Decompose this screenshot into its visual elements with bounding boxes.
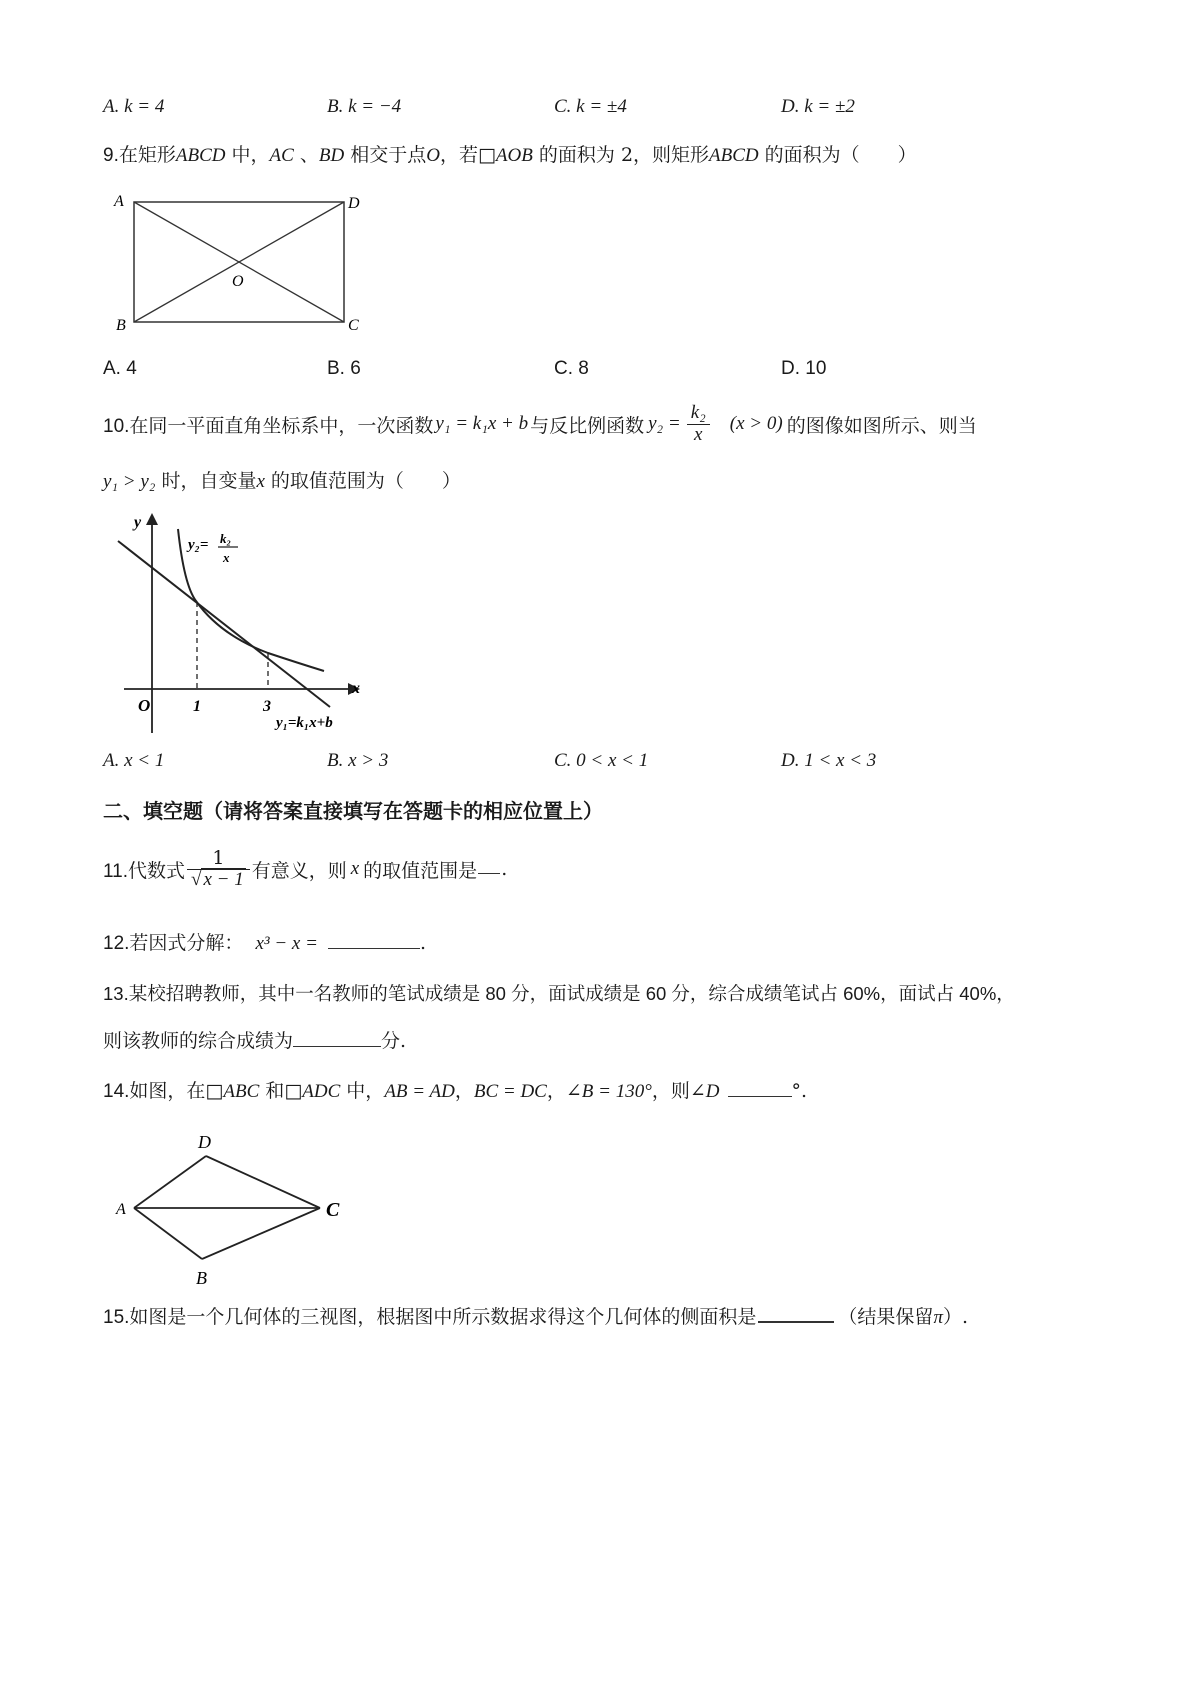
q14-abc: ABC bbox=[223, 1081, 260, 1102]
q10-option-a: A. x < 1 bbox=[103, 750, 165, 771]
q14-condition-2: BC = DC bbox=[473, 1081, 547, 1102]
q10-option-d: D. 1 < x < 3 bbox=[781, 750, 877, 771]
q15-text: 15.如图是一个几何体的三视图，根据图中所示数据求得这个几何体的侧面积是 bbox=[103, 1307, 757, 1328]
q10-text: 时，自变量 bbox=[155, 470, 257, 492]
q10-stem-line1 bbox=[103, 396, 977, 452]
q14-text: ， bbox=[454, 1080, 474, 1102]
q9-label-c: C bbox=[348, 317, 359, 334]
q10-y2-label: y₂= bbox=[188, 537, 209, 553]
q12-text: 12.若因式分解： bbox=[103, 933, 244, 954]
q10-stem-line2 bbox=[103, 466, 461, 493]
q11-radicand: x − 1 bbox=[203, 868, 244, 890]
q15-stem bbox=[103, 1302, 968, 1329]
q9-label-a: A bbox=[114, 193, 124, 210]
q9-text: 9.在矩形 bbox=[103, 145, 176, 166]
q9-bd: BD bbox=[318, 145, 345, 166]
q9-o: O bbox=[426, 145, 440, 166]
q8-option-c: C. k = ±4 bbox=[554, 96, 627, 117]
q9-text: 的面积为 2，则矩形 bbox=[532, 144, 710, 166]
q9-label-b: B bbox=[116, 317, 126, 334]
q9-rectangle-figure bbox=[108, 188, 368, 338]
q10-frac-num: k₂ bbox=[687, 403, 710, 425]
q10-y-axis-label: y bbox=[134, 514, 142, 531]
q14-adc: ADC bbox=[302, 1081, 341, 1102]
q9-option-c: C. 8 bbox=[554, 358, 589, 379]
q11-frac-num: 1 bbox=[187, 848, 250, 870]
q10-x-axis-label: x bbox=[352, 680, 360, 697]
q12-expression: x³ − x = bbox=[255, 933, 318, 954]
q8-option-d: D. k = ±2 bbox=[781, 96, 855, 117]
q14-triangle-glyph: □ bbox=[205, 1080, 224, 1102]
q14-text: 中， bbox=[340, 1080, 385, 1102]
q14-condition-1: AB = AD bbox=[384, 1081, 455, 1102]
q13-line1: 13.某校招聘教师，其中一名教师的笔试成绩是 80 分，面试成绩是 60 分，综合成绩笔试占 60%，面试占 40%， bbox=[103, 983, 1015, 1004]
q8-option-b: B. k = −4 bbox=[327, 96, 402, 117]
q11-answer-blank[interactable] bbox=[478, 872, 500, 874]
q14-stem bbox=[103, 1076, 807, 1103]
q9-option-a: A. 4 bbox=[103, 358, 137, 379]
section2-heading: 二、填空题（请将答案直接填写在答题卡的相应位置上） bbox=[103, 801, 603, 823]
q14-text: °. bbox=[791, 1080, 808, 1102]
q10-linear-function: y₁ = k₁x + b bbox=[435, 413, 529, 434]
q14-label-d: D bbox=[198, 1132, 211, 1152]
q10-y1-label: y₁=k₁x+b bbox=[276, 715, 333, 731]
q10-y2-num: k₂ bbox=[220, 531, 232, 546]
q9-option-b: B. 6 bbox=[327, 358, 361, 379]
q15-text: ）. bbox=[942, 1306, 969, 1328]
q15-answer-blank[interactable] bbox=[758, 1320, 834, 1323]
q10-function-graph bbox=[108, 505, 378, 740]
q10-text: 与反比例函数 bbox=[530, 414, 645, 437]
q9-abcd: ABCD bbox=[709, 145, 759, 166]
q10-y2-den: x bbox=[223, 550, 230, 565]
q8-option-a: A. k = 4 bbox=[103, 96, 165, 117]
q15-text: （结果保留 bbox=[838, 1306, 934, 1328]
q14-condition-3: ∠B = 130° bbox=[565, 1081, 652, 1102]
q9-ac: AC bbox=[269, 145, 294, 166]
q10-y2-lhs: y₂ = bbox=[648, 413, 681, 434]
q10-text: 的图像如图所示、则当 bbox=[786, 414, 977, 437]
q14-triangle-glyph: □ bbox=[284, 1080, 303, 1102]
q10-x: x bbox=[256, 471, 265, 492]
q9-triangle-glyph: □ bbox=[477, 144, 496, 166]
q11-stem bbox=[103, 842, 507, 896]
q9-text: 相交于点 bbox=[344, 144, 427, 166]
q9-text: 、 bbox=[293, 144, 319, 166]
q9-label-d: D bbox=[348, 195, 360, 212]
q15-pi: π bbox=[933, 1307, 943, 1328]
q11-text: 11.代数式 bbox=[103, 860, 186, 882]
q14-text: ，则 bbox=[651, 1080, 690, 1102]
q9-text: 中， bbox=[225, 144, 270, 166]
q14-label-b: B bbox=[196, 1268, 207, 1288]
q12-answer-blank[interactable] bbox=[328, 947, 420, 949]
q10-option-c: C. 0 < x < 1 bbox=[554, 750, 649, 771]
q11-fraction bbox=[187, 848, 250, 891]
q9-text: ，若 bbox=[439, 144, 478, 166]
q10-inequality: y₁ > y₂ bbox=[103, 471, 156, 492]
q14-answer-blank[interactable] bbox=[728, 1095, 792, 1097]
q9-aob: AOB bbox=[495, 145, 533, 166]
q9-abcd: ABCD bbox=[175, 145, 226, 166]
q12-stem bbox=[103, 928, 426, 955]
q14-text: 14.如图，在 bbox=[103, 1081, 206, 1102]
q9-label-o: O bbox=[232, 273, 244, 290]
q11-frac-den: √ x − 1 bbox=[191, 868, 244, 890]
q13-text: 则该教师的综合成绩为 bbox=[103, 1030, 294, 1052]
q10-origin-label: O bbox=[138, 696, 151, 715]
q10-frac-den: x bbox=[694, 423, 703, 445]
q14-kite-figure bbox=[112, 1128, 362, 1288]
q9-option-d: D. 10 bbox=[781, 358, 827, 379]
q12-text: . bbox=[419, 932, 427, 954]
q9-stem bbox=[103, 140, 917, 167]
q11-text: 的取值范围是 bbox=[363, 859, 478, 882]
q14-label-a: A bbox=[116, 1201, 126, 1218]
q10-condition: (x > 0) bbox=[729, 413, 783, 434]
q11-x: x bbox=[350, 858, 360, 879]
q13-line2 bbox=[103, 1026, 406, 1053]
q14-text: 和 bbox=[259, 1080, 285, 1102]
q14-text: ， bbox=[546, 1080, 566, 1102]
q10-text: 的取值范围为（ ） bbox=[264, 470, 461, 492]
q9-text: 的面积为（ ） bbox=[758, 144, 917, 166]
q11-text: . bbox=[501, 858, 508, 880]
q11-text: 有意义，则 bbox=[251, 859, 347, 882]
q10-tick-3: 3 bbox=[263, 698, 271, 715]
q10-fraction bbox=[687, 403, 710, 446]
q13-text: 分. bbox=[381, 1030, 407, 1052]
q14-angle-d: ∠D bbox=[689, 1081, 720, 1102]
q10-text: 10.在同一平面直角坐标系中，一次函数 bbox=[103, 415, 434, 437]
q10-tick-1: 1 bbox=[193, 698, 201, 715]
q14-label-c: C bbox=[326, 1199, 340, 1221]
q13-answer-blank[interactable] bbox=[293, 1045, 381, 1047]
q10-option-b: B. x > 3 bbox=[327, 750, 389, 771]
